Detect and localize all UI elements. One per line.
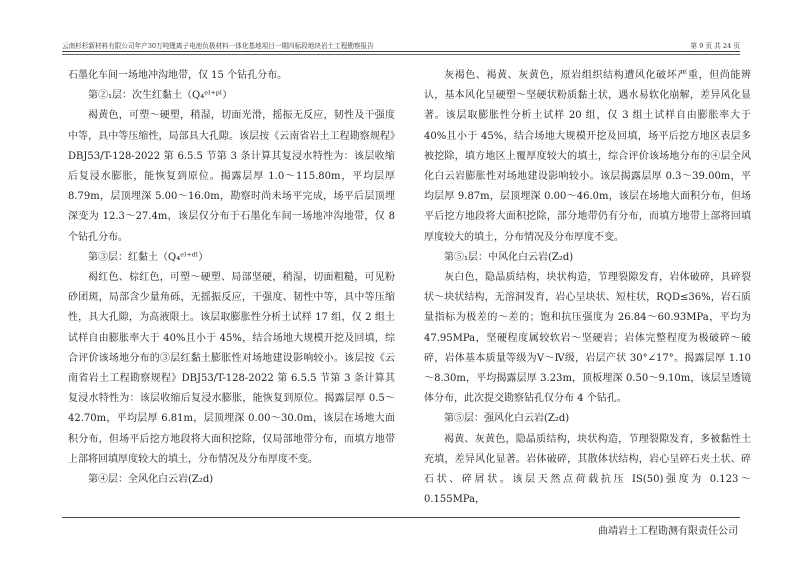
layer-heading: 第②₁层：次生红黏土（Q₄ᵉˡ⁺ᵖˡ）: [88, 90, 233, 102]
right-column: [424, 66, 751, 510]
layer-heading: 第⑤层：强风化白云岩(Z₂d): [444, 413, 570, 425]
layer-heading: 第③层：红黏土（Q₄ᵉˡ⁺ᵈˡ）: [88, 251, 209, 263]
layer-heading: 第④层：全风化白云岩(Z₂d): [88, 474, 214, 486]
footer-rule: [62, 517, 740, 518]
header-rule-thin: [62, 54, 740, 55]
paragraph: 褐红色、棕红色，可塑～硬塑、局部坚硬，稍湿，切面粗糙，可见粉砂团斑，局部含少量角砾，无摇振反应，干强度、韧性中等，具中等压缩性，具大孔隙，为高液限土。该层取膨胀性分析土试样 17 组，仅 2 组土试样自由膨胀率大于 40%且小于 45%，结合场地大规模开挖及回填，综合评价该场地分布的③层红黏土膨胀性对场地建设影响较小。该层按《云南省岩土工程勘察规程》DBJ53/T-128-2022 第 6.5.5 节第 3 条计算其复浸水特性为：该层收缩后复浸水膨胀，能恢复到原位。揭露层厚 0.5～42.70m，平均层厚 6.81m，层顶埋深 0.00～30.0m，该层在场地大面积分布，但场平后挖方地段将大面积挖除，仅局部地带分布，而填方地带上部将回填厚度较大的填土，分布情况及分布厚度不变。: [68, 272, 395, 465]
paragraph: 褐黄色，可塑～硬塑，稍湿，切面光滑，摇振无反应，韧性及干强度中等，具中等压缩性，局部具大孔隙。该层按《云南省岩土工程勘察规程》DBJ53/T-128-2022 第 6.5.5 节第 3 条计算其复浸水特性为：该层收缩后复浸水膨胀，能恢复到原位。揭露层厚 1.0～115.80m，平均层厚 8.79m，层顶埋深 5.00～16.0m，勘察时尚未场平完成，场平后层顶埋深变为 12.3～27.4m，该层仅分布于石墨化车间一场地冲沟地带，仅 8 个钻孔分布。: [68, 110, 395, 243]
layer-heading: 第⑤₁层：中风化白云岩(Z₂d): [444, 251, 574, 263]
paragraph: 灰褐色、褐黄、灰黄色，原岩组织结构遭风化破坏严重，但尚能辨认，基本风化呈硬塑～坚硬状粉质黏土状，遇水易软化崩解，差异风化显著。该层取膨胀性分析土试样 20 组，仅 3 组土试样自由膨胀率大于 40%且小于 45%，结合场地大规模开挖及回填，场平后挖方地区表层多被挖除，填方地区上覆厚度较大的填土，综合评价该场地分布的④层全风化白云岩膨胀性对场地建设影响较小。该层揭露层厚 0.3～39.00m，平均层厚 9.87m，层顶埋深 0.00～46.0m，该层在场地大面积分布，但场平后挖方地段将大面积挖除，部分地带仍有分布，而填方地带上部将回填厚度较大的填土，分布情况及分布厚度不变。: [424, 70, 751, 243]
paragraph: 灰白色，隐晶质结构，块状构造，节理裂隙发育，岩体破碎，具碎裂状～块状结构，无溶洞发育，岩心呈块状、短柱状，RQD≤36%，岩石质量指标为极差的～差的；饱和抗压强度为 26.84～60.93MPa，平均为 47.95MPa，坚硬程度属较软岩～坚硬岩；岩体完整程度为极破碎～破碎，岩体基本质量等级为Ⅴ～Ⅳ级，岩层产状 30°∠17°。揭露层厚 1.10～8.30m，平均揭露层厚 3.23m，顶板埋深 0.50～9.10m，该层呈透镜体分布，此次提交勘察钻孔仅分布 4 个钻孔。: [424, 272, 751, 405]
header-rule-thick: [62, 51, 740, 52]
left-column: [68, 66, 395, 490]
header-report-title: 云南杉杉新材料有限公司年产30万吨锂离子电池负极材料一体化基地项目一期四标段地块岩土工程勘察报告: [62, 42, 374, 50]
paragraph: 石墨化车间一场地冲沟地带，仅 15 个钻孔分布。: [68, 70, 288, 81]
header-page-number: 第 9 页 共 24 页: [690, 42, 740, 50]
footer-company: 曲靖岩土工程勘测有限责任公司: [598, 526, 738, 537]
paragraph: 褐黄、灰黄色，隐晶质结构，块状构造，节理裂隙发育，多被黏性土充填，差异风化显著。岩体破碎，其散体状结构，岩心呈碎石夹土状、碎石状、碎屑状。该层天然点荷载抗压 IS(50)强度为 0.123～0.155MPa，: [424, 433, 751, 506]
